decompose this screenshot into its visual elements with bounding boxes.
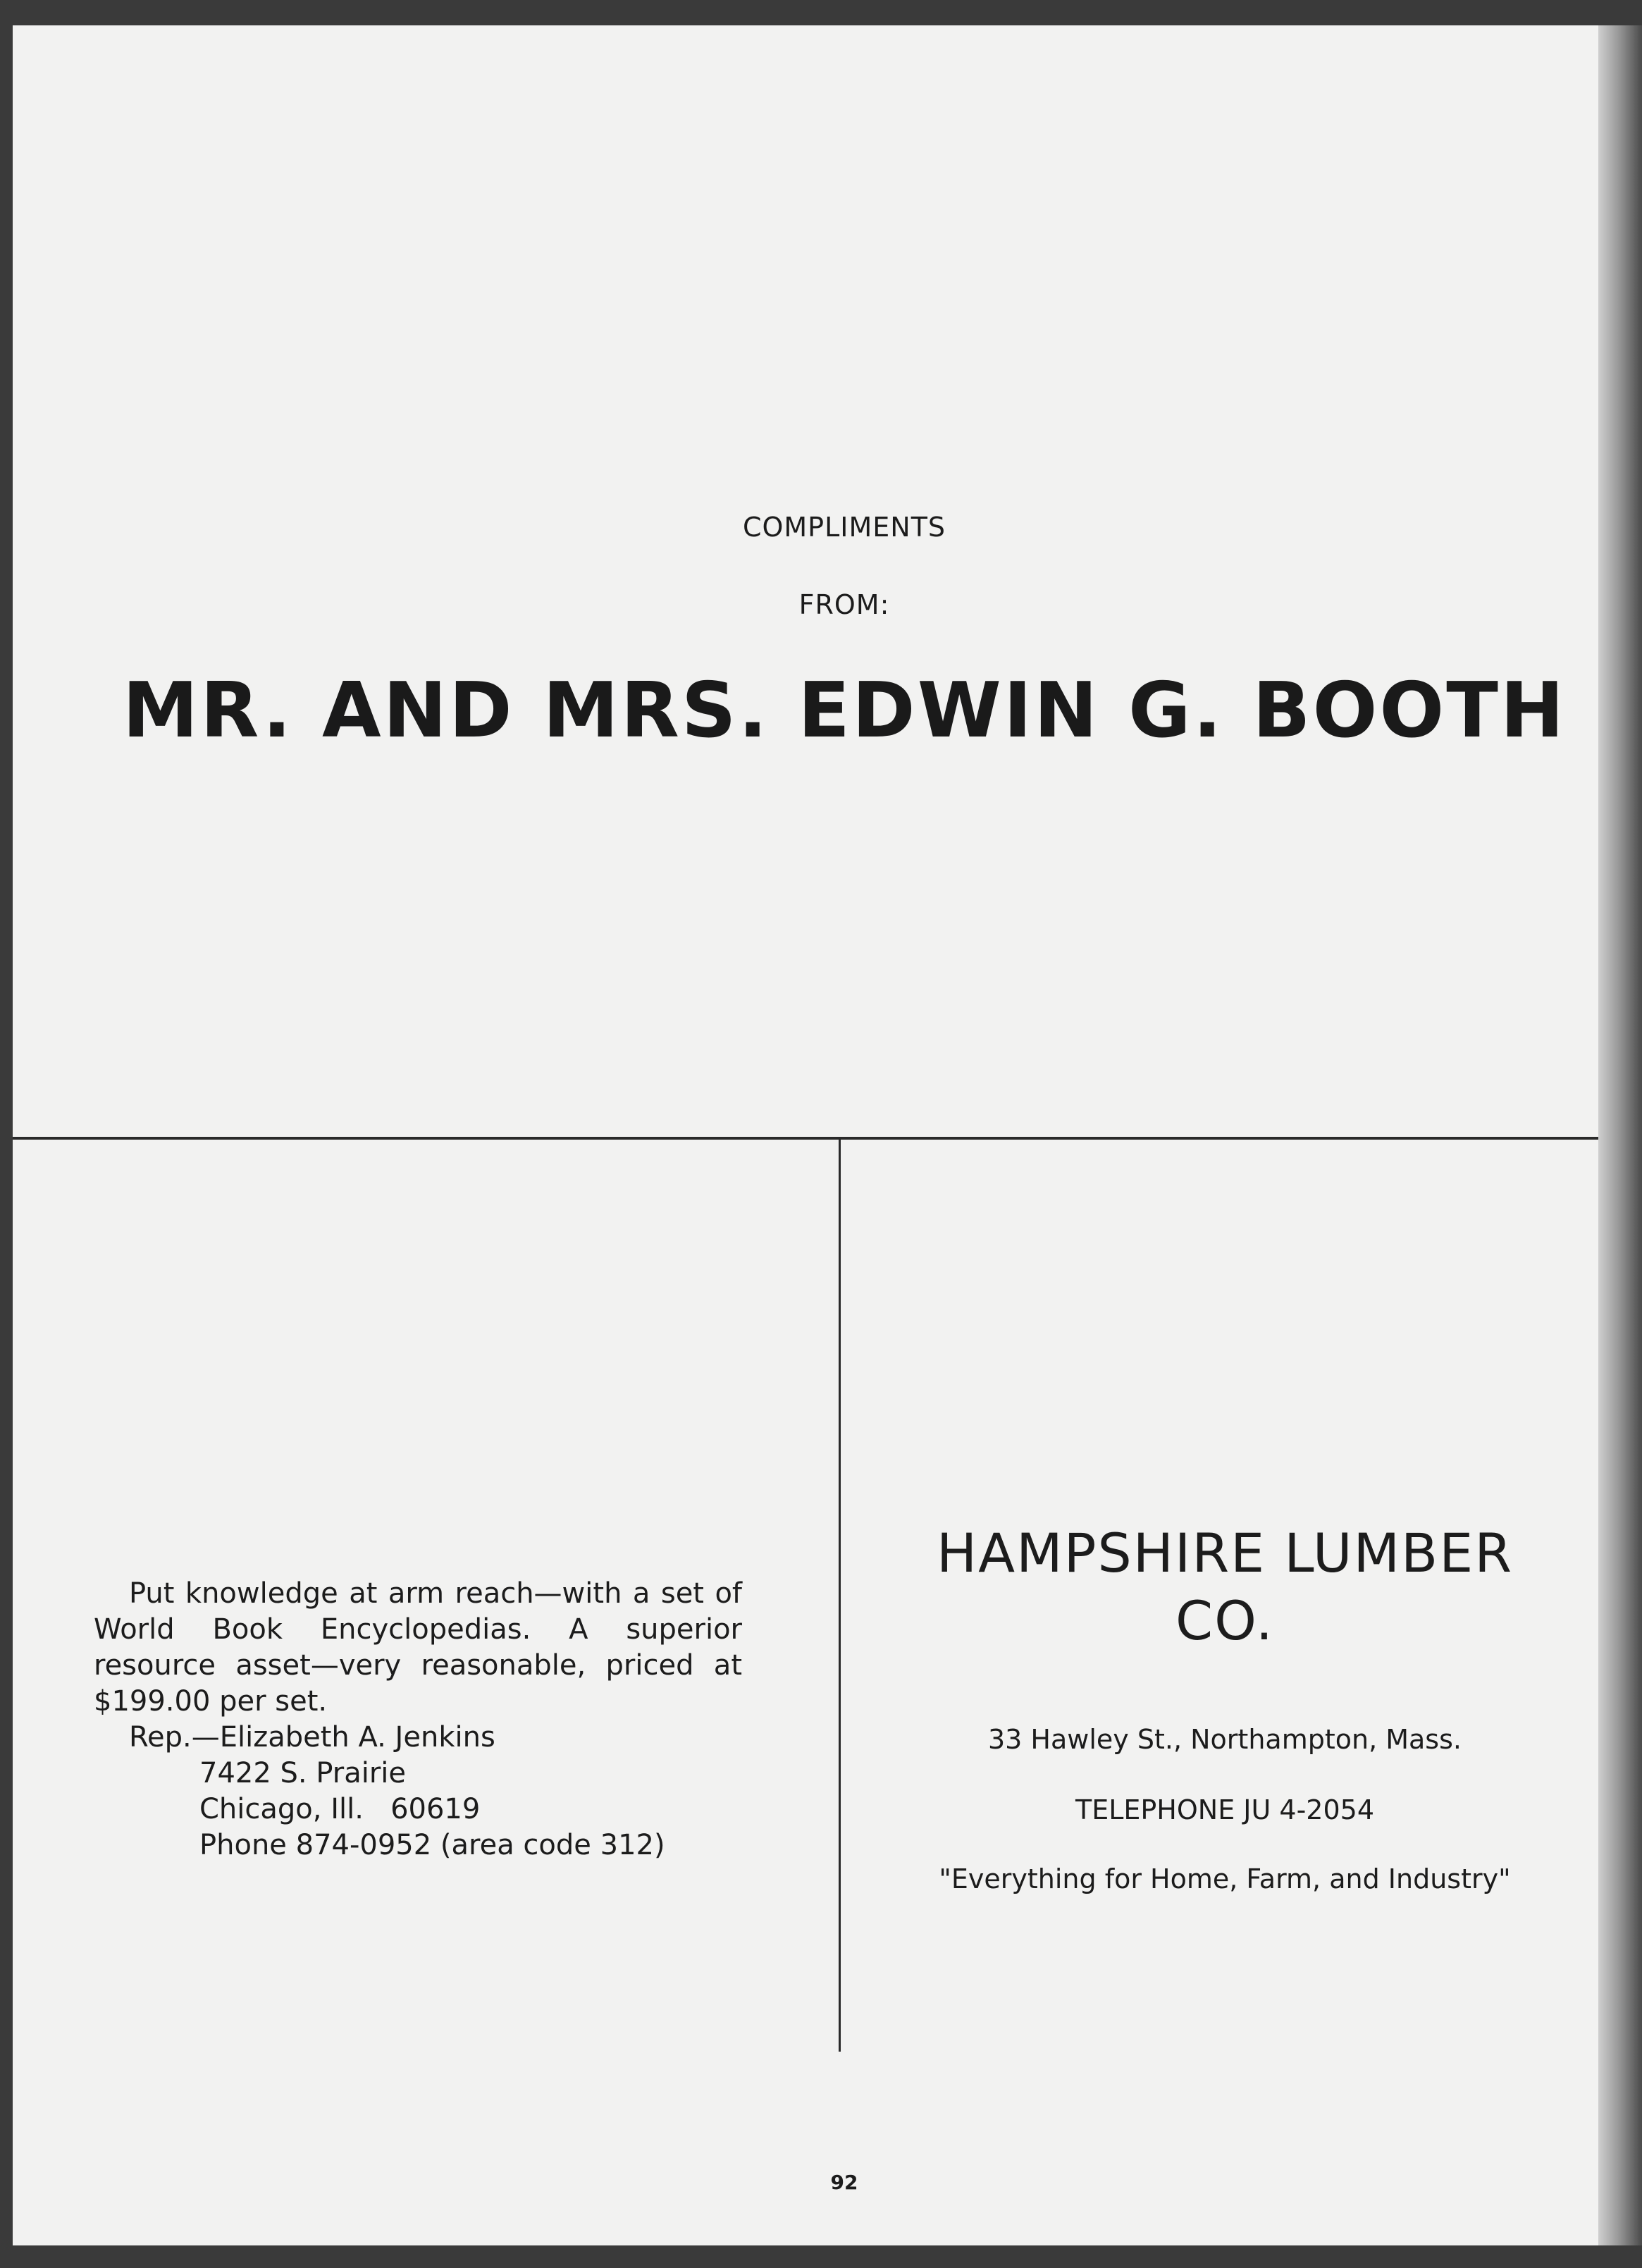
hampshire-name-line2: CO. [1175, 1589, 1274, 1652]
page-number: 92 [830, 2171, 858, 2194]
from-heading: FROM: [798, 589, 890, 620]
donor-name: MR. AND MRS. EDWIN G. BOOTH [122, 667, 1567, 755]
vertical-divider [839, 1139, 841, 2052]
world-book-rep-name: Rep.—Elizabeth A. Jenkins [129, 1721, 495, 1754]
compliments-heading: COMPLIMENTS [742, 512, 946, 543]
hampshire-telephone: TELEPHONE JU 4-2054 [1075, 1794, 1374, 1825]
hampshire-slogan: "Everything for Home, Farm, and Industry" [939, 1863, 1511, 1894]
hampshire-name-line1: HAMPSHIRE LUMBER [936, 1522, 1514, 1584]
world-book-rep-street: 7422 S. Prairie [199, 1757, 406, 1789]
horizontal-divider [13, 1137, 1598, 1140]
world-book-ad [94, 1576, 742, 1863]
hampshire-lumber-name [851, 1520, 1598, 1655]
world-book-rep-phone: Phone 874-0952 (area code 312) [199, 1829, 665, 1861]
yearbook-page [13, 25, 1598, 2245]
hampshire-address: 33 Hawley St., Northampton, Mass. [988, 1724, 1462, 1755]
world-book-ad-body: Put knowledge at arm reach—with a set of World Book Encyclopedias. A superior resource asset—very reasonable, priced at $199.00 per set. [94, 1577, 742, 1718]
world-book-rep-city: Chicago, Ill. 60619 [199, 1793, 481, 1825]
binding-shadow [1598, 25, 1642, 2245]
